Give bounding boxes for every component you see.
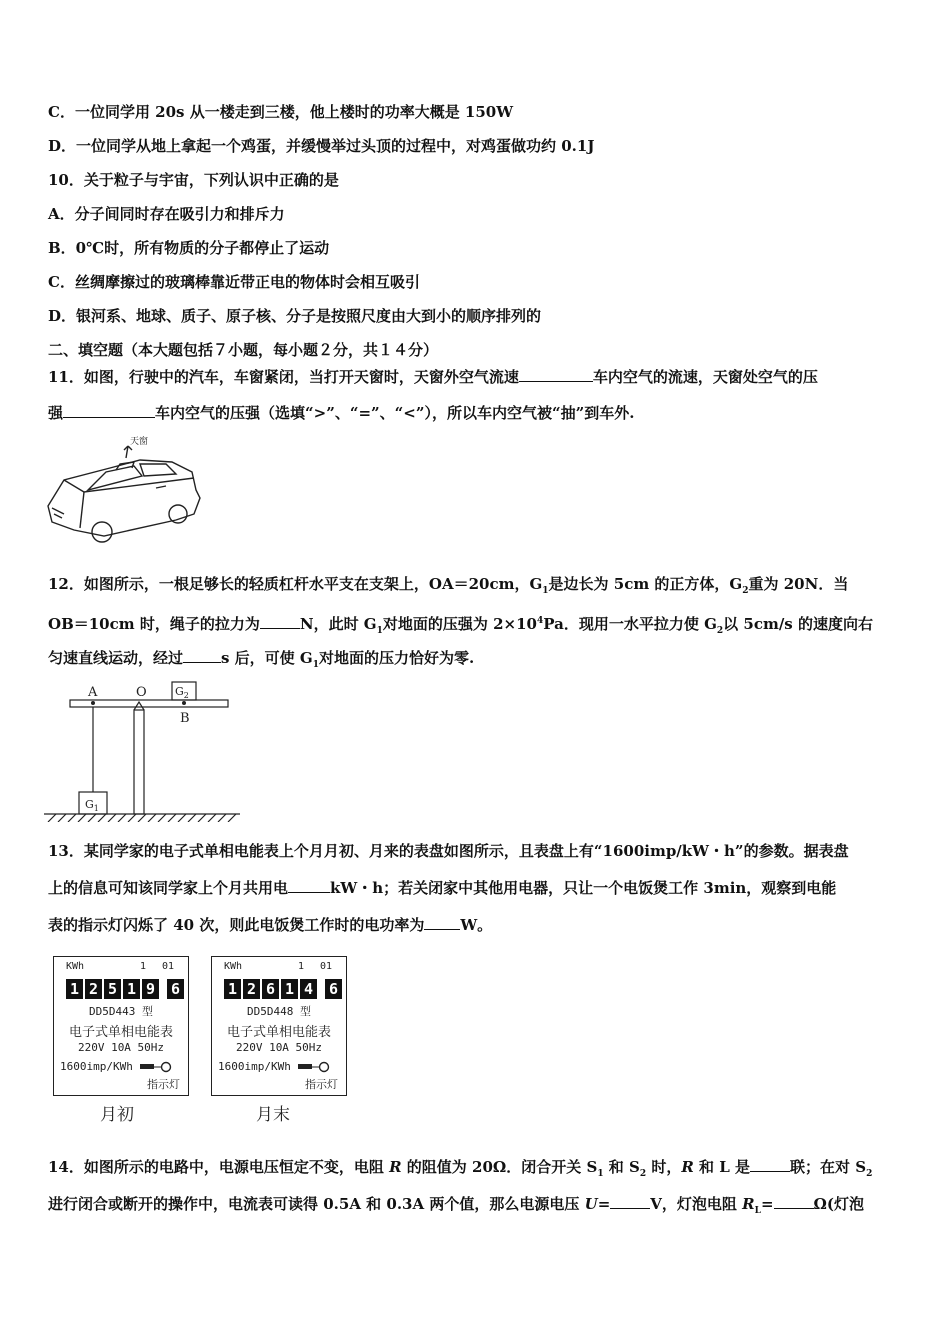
meter-caption-end: 月末 bbox=[256, 1105, 290, 1125]
meter-unit: KWh bbox=[224, 961, 243, 972]
q12-line2: OB＝10cm 时，绳子的拉力为 N，此时 $G_1$对地面的压强为 $2\times 10^4Pa$．现用一水平拉力使 $G_2$以 5cm/s 的速度向右 bbox=[48, 615, 873, 636]
meter-digit: 5 bbox=[104, 979, 121, 999]
g2-label: $G_2$ bbox=[175, 685, 189, 700]
meter-header-1: 1 bbox=[298, 961, 305, 972]
answer-blank[interactable] bbox=[750, 1157, 790, 1172]
q10-option-d: D．银河系、地球、质子、原子核、分子是按照尺度由大到小的顺序排列的 bbox=[48, 307, 542, 325]
meter-digit: 2 bbox=[243, 979, 260, 999]
meter-digit: 2 bbox=[85, 979, 102, 999]
q13-line2: 上的信息可知该同学家上个月共用电 kW・h；若关闭家中其他用电器，只让一个电饭煲工作 3min，观察到电能 bbox=[48, 879, 837, 897]
answer-blank[interactable] bbox=[63, 403, 155, 418]
meter-unit: KWh bbox=[66, 961, 85, 972]
meter-spec: 220V 10A 50Hz bbox=[77, 1041, 165, 1054]
meter-header-1: 1 bbox=[140, 961, 147, 972]
q9-option-c: C．一位同学用 20s 从一楼走到三楼，他上楼时的功率大概是 150W bbox=[48, 103, 514, 121]
q12-line3: 匀速直线运动，经过 s 后，可使 $G_1$对地面的压力恰好为零. bbox=[48, 649, 475, 670]
meter-digit: 4 bbox=[300, 979, 317, 999]
meter-digit-decimal: 6 bbox=[167, 979, 184, 999]
energy-meter-end bbox=[211, 956, 347, 1096]
meter-digit: 1 bbox=[123, 979, 140, 999]
point-o-label: O bbox=[136, 685, 147, 700]
section-heading: 二、填空题（本大题包括７小题，每小题２分，共１４分） bbox=[48, 341, 439, 359]
q11-line1: 11．如图，行驶中的汽车，车窗紧闭，当打开天窗时，天窗外空气流速 车内空气的流速，天窗处空气的压 bbox=[48, 368, 818, 386]
meter-digit: 6 bbox=[262, 979, 279, 999]
answer-blank[interactable] bbox=[260, 614, 300, 629]
meter-header-2: 01 bbox=[320, 961, 333, 972]
meter-imp-row: 1600imp/KWh bbox=[60, 1060, 188, 1073]
q10-option-b: B．0℃时，所有物质的分子都停止了运动 bbox=[48, 239, 330, 257]
meter-digit: 1 bbox=[66, 979, 83, 999]
meter-digit-decimal: 6 bbox=[325, 979, 342, 999]
meter-caption-start: 月初 bbox=[100, 1105, 134, 1125]
meter-digit: 1 bbox=[224, 979, 241, 999]
q9-option-d: D．一位同学从地上拿起一个鸡蛋，并缓慢举过头顶的过程中，对鸡蛋做功约 0.1J bbox=[48, 137, 595, 155]
q13-line1: 13．某同学家的电子式单相电能表上个月月初、月来的表盘如图所示，且表盘上有“1600imp/kW・h”的参数。据表盘 bbox=[48, 842, 849, 860]
q11-line2: 强 车内空气的压强（选填“>”、“=”、“<”），所以车内空气被“抽”到车外. bbox=[48, 404, 635, 422]
answer-blank[interactable] bbox=[519, 367, 593, 382]
meter-name: 电子式单相电能表 bbox=[226, 1025, 331, 1040]
meter-digits bbox=[224, 979, 342, 999]
q10-option-c: C．丝绸摩擦过的玻璃棒靠近带正电的物体时会相互吸引 bbox=[48, 273, 420, 291]
meter-digit: 1 bbox=[281, 979, 298, 999]
meter-header-2: 01 bbox=[162, 961, 175, 972]
point-b-label: B bbox=[180, 711, 190, 726]
meter-spec: 220V 10A 50Hz bbox=[235, 1041, 323, 1054]
meter-name: 电子式单相电能表 bbox=[68, 1025, 173, 1040]
point-a-label: A bbox=[88, 685, 98, 700]
indicator-label: 指示灯 bbox=[305, 1078, 338, 1091]
q14-line2: 进行闭合或断开的操作中，电流表可读得 0.5A 和 0.3A 两个值，那么电源电压 U= V，灯泡电阻 $R_L= \Omega$(灯泡 bbox=[48, 1195, 864, 1216]
answer-blank[interactable] bbox=[424, 915, 460, 930]
answer-blank[interactable] bbox=[183, 648, 221, 663]
q12-line1: 12．如图所示，一根足够长的轻质杠杆水平支在支架上，OA＝20cm，$G_1$是边长为 5cm 的正方体，$G_2$重为 20N．当 bbox=[48, 575, 849, 596]
meter-model: DD5D448 型 bbox=[247, 1005, 311, 1018]
q10-option-a: A．分子间同时存在吸引力和排斥力 bbox=[48, 205, 285, 223]
g1-label: $G_1$ bbox=[85, 798, 99, 813]
sunroof-label: 天窗 bbox=[130, 437, 149, 447]
lever-figure bbox=[44, 680, 244, 822]
energy-meter-start bbox=[53, 956, 189, 1096]
answer-blank[interactable] bbox=[610, 1194, 650, 1209]
q10-stem: 10．关于粒子与宇宙，下列认识中正确的是 bbox=[48, 171, 339, 189]
indicator-light-icon bbox=[297, 1061, 331, 1073]
indicator-label: 指示灯 bbox=[147, 1078, 180, 1091]
meter-digits bbox=[66, 979, 184, 999]
answer-blank[interactable] bbox=[288, 878, 330, 893]
meter-model: DD5D443 型 bbox=[89, 1005, 153, 1018]
meter-imp-row: 1600imp/KWh bbox=[218, 1060, 346, 1073]
q14-line1: 14．如图所示的电路中，电源电压恒定不变，电阻 R 的阻值为 20Ω．闭合开关 $S_1$ 和 $S_2$ 时，R 和 L 是 联；在对 $S_2$ bbox=[48, 1158, 873, 1179]
meter-digit: 9 bbox=[142, 979, 159, 999]
indicator-light-icon bbox=[139, 1061, 173, 1073]
car-figure bbox=[44, 432, 208, 552]
answer-blank[interactable] bbox=[774, 1194, 814, 1209]
q13-line3: 表的指示灯闪烁了 40 次，则此电饭煲工作时的电功率为 W。 bbox=[48, 916, 493, 934]
